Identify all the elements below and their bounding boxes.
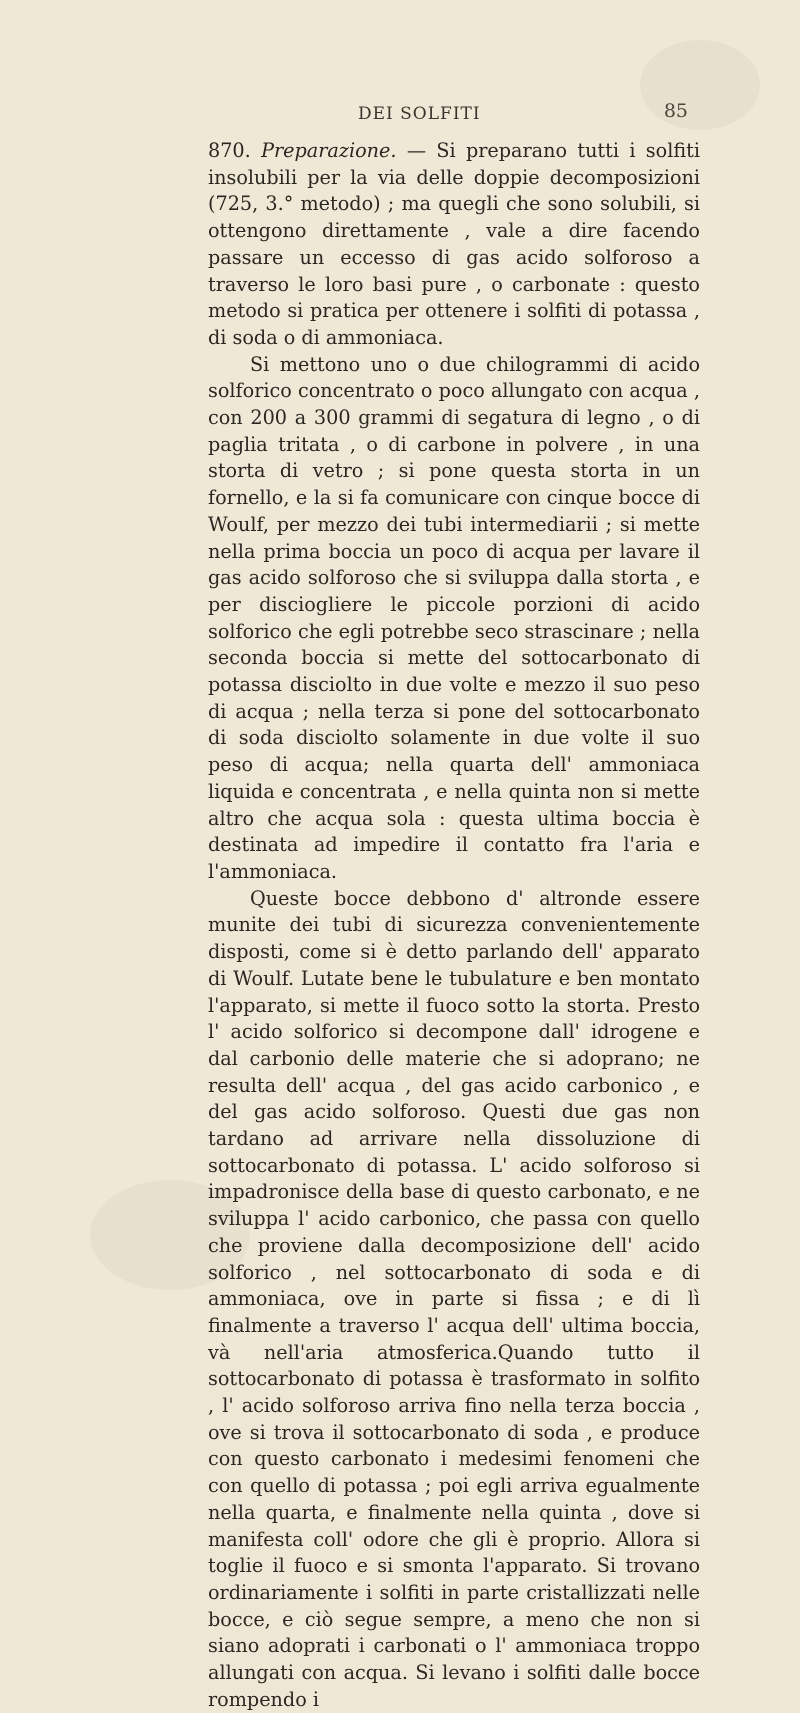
section-title: Preparazione. [261,139,397,162]
page-header [248,100,688,134]
body-text [208,138,700,1713]
running-head: DEI SOLFITI [358,104,481,124]
section-number: 870. [208,139,251,162]
paragraph-1-text: — Si preparano tutti i solfiti insolubili per la via delle doppie decomposizioni (725, 3.° metodo) ; ma quegli che sono solubili, si ottengono direttamente , vale a dire facendo passare un eccesso di gas acido solforoso a traverso le loro basi pure , o carbonate : questo metodo si pratica per ottenere i solfiti di potassa , di soda o di ammoniaca. [208,139,700,349]
page-number: 85 [663,100,688,122]
paragraph-1 [208,138,700,352]
paragraph-3: Queste bocce debbono d' altronde essere munite dei tubi di sicurezza convenientemente disposti, come si è detto parlando dell' apparato di Woulf. Lutate bene le tubulature e ben montato l'apparato, si mette il fuoco sotto la storta. Presto l' acido solforico si decompone dall' idrogene e dal carbonio delle materie che si adoprano; ne resulta dell' acqua , del gas acido carbonico , e del gas acido solforoso. Questi due gas non tardano ad arrivare nella dissoluzione di sottocarbonato di potassa. L' acido solforoso si impadronisce della base di questo carbonato, e ne sviluppa l' acido carbonico, che passa con quello che proviene dalla decomposizione dell' acido solforico , nel sottocarbonato di soda e di ammoniaca, ove in parte si fissa ; e di lì finalmente a traverso l' acqua dell' ultima boccia, và nell'aria atmosferica.Quando tutto il sottocarbonato di potassa è trasformato in solfito , l' acido solforoso arriva fino nella terza boccia , ove si trova il sottocarbonato di soda , e produce con questo carbonato i medesimi fenomeni che con quello di potassa ; poi egli arriva egualmente nella quarta, e finalmente nella quinta , dove si manifesta coll' odore che gli è proprio. Allora si toglie il fuoco e si smonta l'apparato. Si trovano ordinariamente i solfiti in parte cristallizzati nelle bocce, e ciò segue sempre, a meno che non si siano adoprati i carbonati o l' ammoniaca troppo allungati con acqua. Si levano i solfiti dalle bocce rompendo i [208,886,700,1711]
paragraph-2: Si mettono uno o due chilogrammi di acido solforico concentrato o poco allungato con acqua , con 200 a 300 grammi di segatura di legno , o di paglia tritata , o di carbone in polvere , in una storta di vetro ; si pone questa storta in un fornello, e la si fa comunicare con cinque bocce di Woulf, per mezzo dei tubi intermediarii ; si mette nella prima boccia un poco di acqua per lavare il gas acido solforoso che si sviluppa dalla storta , e per disciogliere le piccole porzioni di acido solforico che egli potrebbe seco strascinare ; nella seconda boccia si mette del sottocarbonato di potassa disciolto in due volte e mezzo il suo peso di acqua ; nella terza si pone del sottocarbonato di soda disciolto solamente in due volte il suo peso di acqua; nella quarta dell' ammoniaca liquida e concentrata , e nella quinta non si mette altro che acqua sola : questa ultima boccia è destinata ad impedire il contatto fra l'aria e l'ammoniaca. [208,352,700,883]
